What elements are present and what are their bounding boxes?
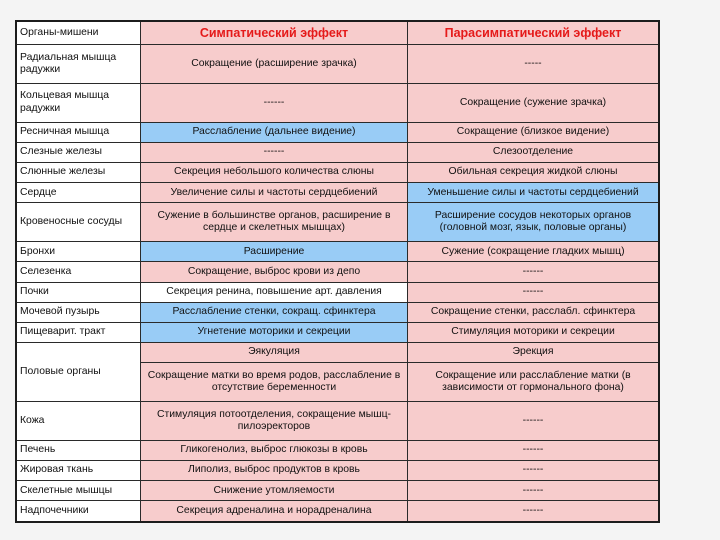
table-row bbox=[16, 322, 659, 342]
table-row-genital-top bbox=[16, 343, 659, 363]
table-row bbox=[16, 122, 659, 142]
table-row bbox=[16, 302, 659, 322]
table-row bbox=[16, 183, 659, 203]
table-row bbox=[16, 262, 659, 282]
organ-cell: Кровеносные сосуды bbox=[16, 203, 141, 242]
sympathetic-cell: Секреция адреналина и норадреналина bbox=[141, 501, 408, 522]
sympathetic-cell: Расслабление стенки, сокращ. сфинктера bbox=[141, 302, 408, 322]
organ-cell: Надпочечники bbox=[16, 501, 141, 522]
sympathetic-cell: Увеличение силы и частоты сердцебиений bbox=[141, 183, 408, 203]
organ-cell: Почки bbox=[16, 282, 141, 302]
table-row bbox=[16, 45, 659, 84]
header-organ: Органы-мишени bbox=[16, 21, 141, 45]
organ-cell: Слюнные железы bbox=[16, 163, 141, 183]
parasympathetic-cell: Сужение (сокращение гладких мышц) bbox=[408, 242, 660, 262]
parasympathetic-cell: Обильная секреция жидкой слюны bbox=[408, 163, 660, 183]
sympathetic-cell: Расслабление (дальнее видение) bbox=[141, 122, 408, 142]
table-row bbox=[16, 163, 659, 183]
organ-cell: Кожа bbox=[16, 402, 141, 441]
parasympathetic-cell: Уменьшение силы и частоты сердцебиений bbox=[408, 183, 660, 203]
parasympathetic-cell: ------ bbox=[408, 501, 660, 522]
parasympathetic-cell: ------ bbox=[408, 402, 660, 441]
sympathetic-cell: Секреция ренина, повышение арт. давления bbox=[141, 282, 408, 302]
organ-cell: Ресничная мышца bbox=[16, 122, 141, 142]
effects-table bbox=[15, 20, 660, 523]
sympathetic-cell: Расширение bbox=[141, 242, 408, 262]
sympathetic-cell: Снижение утомляемости bbox=[141, 481, 408, 501]
header-parasympathetic: Парасимпатический эффект bbox=[408, 21, 660, 45]
parasympathetic-cell: ------ bbox=[408, 481, 660, 501]
sympathetic-cell: Липолиз, выброс продуктов в кровь bbox=[141, 461, 408, 481]
table-row bbox=[16, 461, 659, 481]
table-row bbox=[16, 83, 659, 122]
parasympathetic-cell: ------ bbox=[408, 262, 660, 282]
table-row bbox=[16, 402, 659, 441]
organ-cell: Бронхи bbox=[16, 242, 141, 262]
table-row bbox=[16, 242, 659, 262]
parasympathetic-cell: Сокращение или расслабление матки (в зависимости от гормонального фона) bbox=[408, 363, 660, 402]
parasympathetic-cell: ----- bbox=[408, 45, 660, 84]
organ-cell: Печень bbox=[16, 440, 141, 460]
parasympathetic-cell: ------ bbox=[408, 282, 660, 302]
parasympathetic-cell: Сокращение (сужение зрачка) bbox=[408, 83, 660, 122]
sympathetic-cell: Стимуляция потоотделения, сокращение мышц-пилоэректоров bbox=[141, 402, 408, 441]
sympathetic-cell: Сокращение матки во время родов, расслабление в отсутствие беременности bbox=[141, 363, 408, 402]
parasympathetic-cell: Слезоотделение bbox=[408, 142, 660, 162]
parasympathetic-cell: Расширение сосудов некоторых органов (головной мозг, язык, половые органы) bbox=[408, 203, 660, 242]
parasympathetic-cell: Сокращение стенки, расслабл. сфинктера bbox=[408, 302, 660, 322]
sympathetic-cell: Эякуляция bbox=[141, 343, 408, 363]
organ-cell: Слезные железы bbox=[16, 142, 141, 162]
organ-cell: Кольцевая мышца радужки bbox=[16, 83, 141, 122]
sympathetic-cell: Угнетение моторики и секреции bbox=[141, 322, 408, 342]
header-sympathetic: Симпатический эффект bbox=[141, 21, 408, 45]
table-body bbox=[16, 45, 659, 523]
table-row bbox=[16, 501, 659, 522]
organ-cell: Пищеварит. тракт bbox=[16, 322, 141, 342]
organ-cell: Скелетные мышцы bbox=[16, 481, 141, 501]
parasympathetic-cell: Эрекция bbox=[408, 343, 660, 363]
table-row bbox=[16, 203, 659, 242]
parasympathetic-cell: Сокращение (близкое видение) bbox=[408, 122, 660, 142]
sympathetic-cell: ------ bbox=[141, 142, 408, 162]
organ-cell: Мочевой пузырь bbox=[16, 302, 141, 322]
sympathetic-cell: ------ bbox=[141, 83, 408, 122]
organ-cell: Жировая ткань bbox=[16, 461, 141, 481]
sympathetic-cell: Секреция небольшого количества слюны bbox=[141, 163, 408, 183]
sympathetic-cell: Сокращение, выброс крови из депо bbox=[141, 262, 408, 282]
sympathetic-cell: Гликогенолиз, выброс глюкозы в кровь bbox=[141, 440, 408, 460]
organ-cell: Радиальная мышца радужки bbox=[16, 45, 141, 84]
parasympathetic-cell: ------ bbox=[408, 461, 660, 481]
parasympathetic-cell: ------ bbox=[408, 440, 660, 460]
header-row bbox=[16, 21, 659, 45]
organ-cell: Селезенка bbox=[16, 262, 141, 282]
table-row bbox=[16, 481, 659, 501]
table-row bbox=[16, 440, 659, 460]
sympathetic-cell: Сужение в большинстве органов, расширение в сердце и скелетных мышцах) bbox=[141, 203, 408, 242]
organ-cell: Половые органы bbox=[16, 343, 141, 402]
sympathetic-cell: Сокращение (расширение зрачка) bbox=[141, 45, 408, 84]
table-row bbox=[16, 282, 659, 302]
parasympathetic-cell: Стимуляция моторики и секреции bbox=[408, 322, 660, 342]
organ-cell: Сердце bbox=[16, 183, 141, 203]
table-row bbox=[16, 142, 659, 162]
